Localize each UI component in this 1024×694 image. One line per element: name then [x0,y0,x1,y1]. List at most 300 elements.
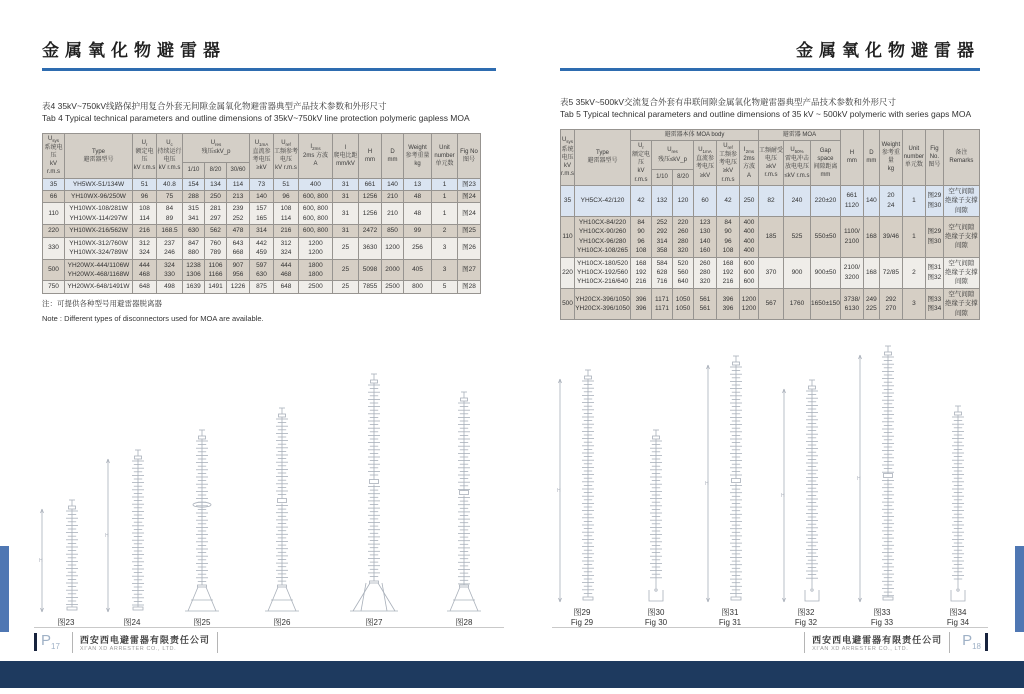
table-cell: 292 270 [879,288,902,319]
table-cell: 220±20 [811,185,841,216]
table-cell: 1256 [359,203,382,225]
table-cell: 31 [333,203,359,225]
table-row [43,178,481,190]
arrester-figure [856,343,908,605]
table-cell: 567 [759,288,784,319]
table-cell: 140 [250,190,274,202]
table-cell: 1 [902,216,925,257]
arrester-figure [632,427,680,605]
figure-31 [704,353,756,628]
table-cell: 13 [404,178,432,190]
table-cell: 84 90 96 108 [717,216,740,257]
table-header-cell: $U_{sys}$ 系统电压 kV r.m.s [43,133,65,178]
table-header-cell: $U_{ref}$ 工频参考电压 ≥kV r.m.s [717,141,740,186]
table-cell: 500 [43,259,65,281]
table-cell: 256 [404,237,432,259]
table-header-cell: Fig No 图号 [458,133,481,178]
table-cell: 213 [227,190,250,202]
figure-label: 图27 [365,618,383,627]
svg-text:H: H [781,493,785,499]
table-cell: 168 [863,216,879,257]
table-cell: 66 [43,190,65,202]
arrester-figure [244,405,320,615]
table-cell: 500 [561,288,575,319]
table-cell: 288 [183,190,205,202]
table-cell: 400 [299,178,333,190]
figure-32 [780,377,832,628]
table-cell: 1 [432,178,458,190]
table-cell: 31 [333,225,359,237]
table4-note-zh: 注：可提供各种型号用避雷器脱离器 [42,298,162,308]
figure-34 [932,403,984,628]
table-cell: 140 [863,185,879,216]
table-cell: 1 [432,190,458,202]
table-cell: 312 324 [274,237,299,259]
table4-parameters [42,133,504,294]
page-edge-tab-right [1015,546,1024,632]
table-cell: 3738/ 6130 [840,288,863,319]
table-header-cell: Weight 参考重量 kg [879,129,902,185]
table-cell: 3630 [359,237,382,259]
table-header-cell: Fig No. 图号 [925,129,943,185]
table-cell: 2100/ 3200 [840,257,863,288]
table-cell: 空气间隙 绝缘子支撑间隙 [943,185,979,216]
table-cell: 2500 [382,281,404,293]
table-cell: 123 130 140 160 [694,216,717,257]
table-cell: 25 [333,281,359,293]
table-cell: 图27 [458,259,481,281]
table-cell: 185 [759,216,784,257]
table-cell: 168 192 216 [631,257,652,288]
table-cell: 图26 [458,237,481,259]
table-cell: 561 561 [694,288,717,319]
table-cell: 760 789 [205,237,227,259]
table-row [561,288,980,319]
table-header-cell: 备注 Remarks [943,129,979,185]
figure-label: 图30 Fig 30 [644,608,668,627]
table5-caption-en: Tab 5 Typical technical parameters and outline dimensions of 35 kV ~ 500kV polymeric with series gaps MOA [560,109,972,120]
table-cell: YH20WX-648/1491W [65,281,133,293]
table-cell: 1200 1200 [299,237,333,259]
table-row [43,259,481,281]
table-cell: 900 [784,257,811,288]
table-header-cell: 工频耐受电压 ≥kV r.m.s [759,141,784,186]
table-cell: 2500 [299,281,333,293]
table-row [43,281,481,293]
table-header-cell: $U_{res}$ 残压≤kV_p [183,133,250,162]
table-cell: 900±50 [811,257,841,288]
table-cell: 370 [759,257,784,288]
arrester-figure [428,389,500,615]
table-cell: 252 292 314 358 [652,216,673,257]
table-cell: 330 [43,237,65,259]
table-row [43,237,481,259]
table-cell: 240 [784,185,811,216]
data-table [42,133,481,294]
table4-caption-zh: 表4 35kV~750kV线路保护用复合外套无间隙金属氧化物避雷器典型产品技术参数和外形尺寸 [42,101,387,111]
table-cell: 39/46 [879,216,902,257]
table-cell: 396 396 [717,288,740,319]
figure-label: 图31 Fig 31 [718,608,742,627]
figure-label: 图25 [193,618,211,627]
table-cell: 2472 [359,225,382,237]
company-name-en: XI'AN XD ARRESTER CO., LTD. [812,645,909,652]
table-cell: 82 [759,185,784,216]
table-cell: 907 956 [227,259,250,281]
table-cell: 1200 [382,237,404,259]
table-cell: 31 [333,190,359,202]
table-header-cell: Gap space 间隙距离 mm [811,141,841,186]
table-header-cell: Weight 参考重量 kg [404,133,432,178]
page-number-right [962,632,981,651]
page-number-left [41,632,60,651]
table-cell: YH20CX-396/1050 YH20CX-396/1050 [575,288,631,319]
figure-27 [330,371,418,628]
table-cell: 600, 800 [299,225,333,237]
arrester-figure [170,427,234,615]
table-cell: 630 [183,225,205,237]
table-cell: 249 225 [863,288,879,319]
table-cell: YH10WX-312/760W YH10WX-324/789W [65,237,133,259]
table-cell: 60 [694,185,717,216]
table-cell: 140 [382,178,404,190]
table-cell: 1650±150 [811,288,841,319]
table-header-cell: D mm [382,133,404,178]
table-cell: 1256 [359,190,382,202]
table-cell: 750 [43,281,65,293]
table-header-cell: $U_{50\%}$ 雷电冲击放电电压 ≤kV r.m.s [784,141,811,186]
page-right [552,28,988,654]
table-cell: 216 [133,225,157,237]
table-cell: 96 [274,190,299,202]
table-cell: 324 330 [157,259,183,281]
table-header-cell: 避雷器 MOA [759,129,841,140]
table-cell: 42 [717,185,740,216]
table-cell: 图24 [458,203,481,225]
page-number-value: 18 [972,642,981,652]
table-cell: 315 341 [183,203,205,225]
company-name-zh: 西安西电避雷器有限责任公司 [79,634,210,645]
table-header-cell: $I_{2ms}$ 2ms 方波 A [740,141,759,186]
table-cell: 48 [404,190,432,202]
svg-text:H: H [39,558,43,564]
table-cell: 584 628 716 [652,257,673,288]
figure-25 [170,427,234,628]
table-cell: 48 [404,203,432,225]
table-cell: 5 [432,281,458,293]
table-cell: 498 [157,281,183,293]
table-cell: 3 [432,237,458,259]
title-rule-left [42,68,496,71]
table-cell: 96 [133,190,157,202]
table-header-cell: H mm [359,133,382,178]
figure-label: 图23 [57,618,75,627]
table-cell: 25 [333,237,359,259]
table-cell: 661 1120 [840,185,863,216]
table-cell: 空气间隙 绝缘子支撑间隙 [943,257,979,288]
table-header-cell: 8/20 [673,169,694,185]
table-cell: 110 [43,203,65,225]
table-cell: 600, 800 [299,190,333,202]
table-header-cell: $U_r$ 额定电压 kV r.m.s [631,141,652,186]
table-cell: 168 [863,257,879,288]
table-header-cell: $U_{res}$ 残压≤kV_p [652,141,694,170]
table-cell: 314 [250,225,274,237]
figure-label: 图33 Fig 33 [870,608,894,627]
table-cell: 157 165 [250,203,274,225]
table-header-cell: 1/10 [652,169,673,185]
table-cell: 20 24 [879,185,902,216]
table-cell: 40.8 [157,178,183,190]
table-header-cell: $U_{ref}$ 工频参考电压 kV r.m.s [274,133,299,178]
data-table [560,129,980,320]
figure-label: 图34 Fig 34 [946,608,970,627]
footer-right [552,627,988,654]
table-header-cell: 避雷器本体 MOA body [631,129,759,140]
figure-33 [856,343,908,628]
table-cell: 875 [250,281,274,293]
table-cell: 648 [274,281,299,293]
table-header-cell: $I_{2ms}$ 2ms 方波 A [299,133,333,178]
figure-24 [104,447,160,628]
arrester-figure [104,447,160,615]
table-cell: 400 400 400 400 [740,216,759,257]
table4-caption-en: Tab 4 Typical technical parameters and outline dimensions of 35kV~750kV line protection polymeric gapless MOA [42,113,470,124]
table-cell: 5098 [359,259,382,281]
table4-note-en: Note : Different types of disconnectors used for MOA are available. [42,313,264,323]
svg-text:H: H [705,481,709,487]
figure-label: 图24 [123,618,141,627]
page-title-left: 金属氧化物避雷器 [42,41,226,60]
table-cell: 图29 图30 [925,216,943,257]
page-number-letter: P [962,632,973,650]
table-cell: 478 [227,225,250,237]
table-cell: 108 114 [274,203,299,225]
table-cell: 260 280 320 [694,257,717,288]
table-cell: 220 [561,257,575,288]
footer-accent-bar [34,633,37,651]
table-cell: YH10CX-84/220 YH10CX-90/260 YH10CX-96/280 YH10CX-108/265 [575,216,631,257]
table-cell: 1100/ 2100 [840,216,863,257]
table-header-row [43,133,481,162]
company-block-right [804,632,950,653]
table-cell: 800 [404,281,432,293]
table-cell: 35 [43,178,65,190]
table-cell: 73 [250,178,274,190]
table-cell: 图24 [458,190,481,202]
table-cell: 35 [561,185,575,216]
figure-label: 图29 Fig 29 [570,608,594,627]
table-cell: 847 880 [183,237,205,259]
table-cell: 220 260 280 320 [673,216,694,257]
table-row [561,185,980,216]
table-cell: 520 560 640 [673,257,694,288]
table-row [561,257,980,288]
arrester-figure [704,353,756,605]
table-cell: 84 90 96 108 [631,216,652,257]
table-cell: YH10CX-180/520 YH10CX-192/560 YH10CX-216/640 [575,257,631,288]
table-cell: 1 [432,203,458,225]
table-header-cell: l 爬电比距 mm/kV [333,133,359,178]
table-cell: YH10WX-216/562W [65,225,133,237]
table-header-cell: $U_r$ 额定电压 kV r.m.s [133,133,157,178]
arrester-figure [780,377,832,605]
figure-label: 图32 Fig 32 [794,608,818,627]
table-cell: 237 246 [157,237,183,259]
table-cell: 250 [205,190,227,202]
table-cell: 2 [902,257,925,288]
svg-text:H: H [105,533,109,539]
table-cell: 661 [359,178,382,190]
table-cell: 154 [183,178,205,190]
table-cell: 3 [432,259,458,281]
table-header-cell: 1/10 [183,162,205,178]
table-header-cell: D mm [863,129,879,185]
table-cell: 75 [157,190,183,202]
table-header-cell: 8/20 [205,162,227,178]
table-cell: 72/85 [879,257,902,288]
figure-label: 图28 [455,618,473,627]
svg-text:H: H [557,488,561,494]
table-cell: 405 [404,259,432,281]
table-cell: 210 [382,203,404,225]
table-cell: 84 89 [157,203,183,225]
page-number-value: 17 [51,642,60,652]
table-header-cell: Type 避雷器型号 [65,133,133,178]
table-cell: 图29 图30 [925,185,943,216]
table-header-row [561,129,980,140]
table-cell: 1491 [205,281,227,293]
figure-label: 图26 [273,618,291,627]
bottom-color-band [0,661,1024,688]
table-cell: 3 [902,288,925,319]
table-header-cell: $U_{1mA}$ 直流参考电压 ≥kV [694,141,717,186]
table-cell: 168 192 216 [717,257,740,288]
table-cell: 1238 1306 [183,259,205,281]
table-cell: YH5WX-51/134W [65,178,133,190]
table-cell: 312 324 [133,237,157,259]
table-cell: 114 [227,178,250,190]
table-cell: 31 [333,178,359,190]
table-cell: 空气间隙 绝缘子支撑间隙 [943,216,979,257]
svg-text:H: H [857,476,861,482]
table-cell: 1226 [227,281,250,293]
table-cell: YH10WX-96/250W [65,190,133,202]
table-cell: 444 468 [274,259,299,281]
company-block-left [72,632,218,653]
table-header-cell: $U_c$ 持续运行电压 kV r.m.s [157,133,183,178]
table-header-cell: Unit number 单元数 [432,133,458,178]
table-cell: 图28 [458,281,481,293]
table-cell: 562 [205,225,227,237]
table-cell: 42 [631,185,652,216]
table-cell: YH20WX-444/1106W YH20WX-468/1168W [65,259,133,281]
company-name-en: XI'AN XD ARRESTER CO., LTD. [79,645,177,652]
table-header-cell: Unit number 单元数 [902,129,925,185]
table-cell: 134 [205,178,227,190]
table-cell: 图23 [458,178,481,190]
table-cell: 25 [333,259,359,281]
table-cell: 2 [432,225,458,237]
page-left [34,28,504,654]
page-number-letter: P [41,632,52,650]
table-cell: 51 [133,178,157,190]
table-cell: 1106 1166 [205,259,227,281]
table-cell: 850 [382,225,404,237]
table-cell: 1171 1171 [652,288,673,319]
table-cell: 1050 1050 [673,288,694,319]
table-cell: 图31 图32 [925,257,943,288]
table-header-cell: H mm [840,129,863,185]
arrester-figure [556,367,608,605]
arrester-figure [330,371,418,615]
table-header-cell: $U_{sys}$ 系统电压 kV r.m.s [561,129,575,185]
page-title-right: 金属氧化物避雷器 [796,41,980,60]
table-cell: YH10WX-108/281W YH10WX-114/297W [65,203,133,225]
figure-30 [632,427,680,628]
table-cell: 643 668 [227,237,250,259]
table-cell: 2000 [382,259,404,281]
table-cell: 239 252 [227,203,250,225]
table-header-cell: 30/60 [227,162,250,178]
figure-28 [428,389,500,628]
table-cell: 220 [43,225,65,237]
table-cell: 600, 800 600, 800 [299,203,333,225]
table-cell: 550±50 [811,216,841,257]
table5-parameters [560,129,988,320]
figure-26 [244,405,320,628]
table-cell: 110 [561,216,575,257]
table-cell: 1639 [183,281,205,293]
footer-left [34,627,504,654]
table5-caption-zh: 表5 35kV~500kV交流复合外套有串联间隙金属氧化物避雷器典型产品技术参数和外形尺寸 [560,97,897,107]
figure-29 [556,367,608,628]
table-row [43,203,481,225]
table-cell: 108 114 [133,203,157,225]
table-cell: 132 [652,185,673,216]
table-cell: 51 [274,178,299,190]
table-cell: 648 [133,281,157,293]
page-edge-tab-left [0,546,9,632]
table-cell: 525 [784,216,811,257]
table-cell: 442 459 [250,237,274,259]
figure-23 [38,497,94,628]
table-cell: 216 [274,225,299,237]
arrester-figure [38,497,94,615]
table-cell: 1760 [784,288,811,319]
arrester-figure [932,403,984,605]
table-cell: 600 600 600 [740,257,759,288]
table-header-cell: Type 避雷器型号 [575,129,631,185]
table-cell: 250 [740,185,759,216]
figures-strip-right [556,343,984,628]
table-header-cell: $U_{1mA}$ 直流参考电压 ≥kV [250,133,274,178]
table-row [561,216,980,257]
table-cell: 1200 1200 [740,288,759,319]
table-cell: 168.5 [157,225,183,237]
title-rule-right [560,68,980,71]
table-row [43,190,481,202]
table-cell: 99 [404,225,432,237]
footer-accent-bar [985,633,988,651]
table-cell: 120 [673,185,694,216]
table-cell: 1 [902,185,925,216]
figures-strip-left [38,371,500,628]
table-row [43,225,481,237]
table-cell: 597 630 [250,259,274,281]
table-cell: 7855 [359,281,382,293]
table-cell: 图25 [458,225,481,237]
